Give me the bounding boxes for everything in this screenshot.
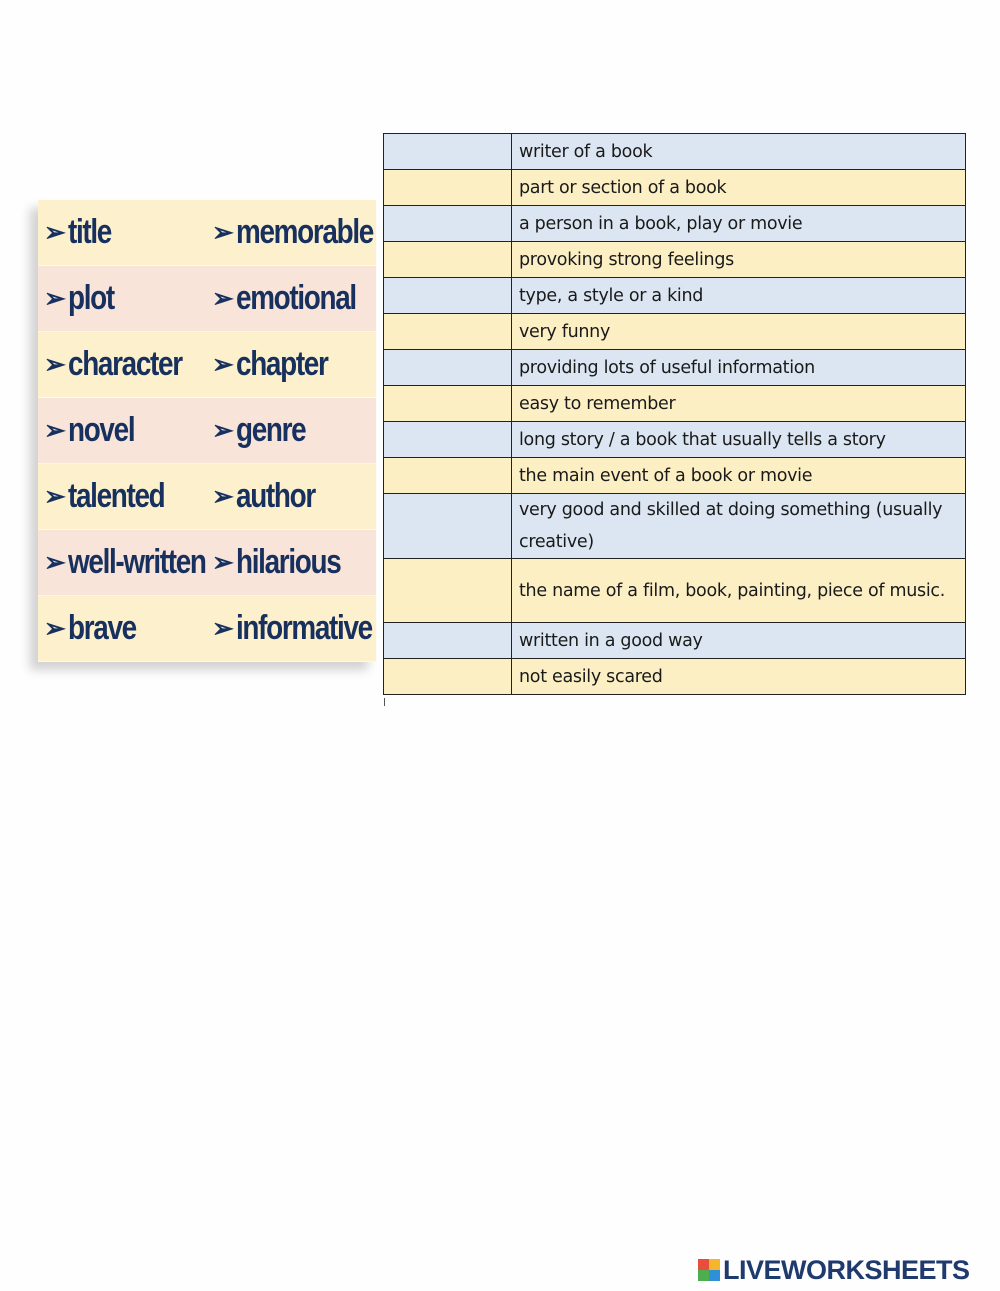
arrow-icon: ➢ — [212, 349, 233, 379]
word-bank-item — [206, 398, 376, 464]
arrow-icon: ➢ — [44, 349, 65, 379]
arrow-icon: ➢ — [212, 217, 233, 247]
word-text: plot — [68, 279, 115, 317]
arrow-icon: ➢ — [212, 613, 233, 643]
answer-cell[interactable] — [384, 170, 512, 206]
arrow-icon: ➢ — [44, 217, 65, 247]
definition-text: written in a good way — [512, 623, 966, 659]
answer-cell[interactable] — [384, 242, 512, 278]
definition-text: provoking strong feelings — [512, 242, 966, 278]
definition-text: very funny — [512, 314, 966, 350]
word-text: emotional — [236, 279, 357, 317]
word-text: memorable — [236, 213, 374, 251]
definition-text: writer of a book — [512, 134, 966, 170]
answer-cell[interactable] — [384, 422, 512, 458]
table-row — [384, 623, 966, 659]
word-bank-item — [38, 464, 206, 530]
arrow-icon: ➢ — [212, 547, 233, 577]
arrow-icon: ➢ — [44, 283, 65, 313]
word-text: chapter — [236, 345, 328, 383]
word-text: informative — [236, 609, 373, 647]
definition-text: the name of a film, book, painting, piece of music. — [512, 559, 966, 623]
table-row — [384, 206, 966, 242]
table-row — [384, 314, 966, 350]
word-text: hilarious — [236, 543, 341, 581]
arrow-icon: ➢ — [44, 415, 65, 445]
answer-cell[interactable] — [384, 134, 512, 170]
answer-cell[interactable] — [384, 623, 512, 659]
definition-text: the main event of a book or movie — [512, 458, 966, 494]
arrow-icon: ➢ — [44, 481, 65, 511]
table-row — [384, 134, 966, 170]
word-bank — [38, 200, 376, 662]
word-bank-item — [206, 464, 376, 530]
definition-text: a person in a book, play or movie — [512, 206, 966, 242]
definition-text: long story / a book that usually tells a story — [512, 422, 966, 458]
logo-text: LIVEWORKSHEETS — [723, 1254, 970, 1285]
table-row — [384, 422, 966, 458]
table-edge-mark — [384, 698, 385, 706]
arrow-icon: ➢ — [212, 415, 233, 445]
word-text: genre — [236, 411, 306, 449]
word-text: title — [68, 213, 112, 251]
arrow-icon: ➢ — [212, 481, 233, 511]
answer-cell[interactable] — [384, 278, 512, 314]
logo-icon — [698, 1259, 720, 1281]
definition-text: providing lots of useful information — [512, 350, 966, 386]
word-bank-item — [38, 530, 206, 596]
table-row — [384, 170, 966, 206]
definition-text: part or section of a book — [512, 170, 966, 206]
table-row — [384, 278, 966, 314]
answer-cell[interactable] — [384, 458, 512, 494]
table-row — [384, 242, 966, 278]
table-row — [384, 350, 966, 386]
word-text: well-written — [68, 543, 206, 581]
definition-text: very good and skilled at doing something (usually creative) — [512, 494, 966, 559]
definition-text: type, a style or a kind — [512, 278, 966, 314]
word-text: novel — [68, 411, 135, 449]
arrow-icon: ➢ — [44, 613, 65, 643]
word-bank-item — [206, 332, 376, 398]
table-row — [384, 559, 966, 623]
definition-text: easy to remember — [512, 386, 966, 422]
word-bank-item — [38, 266, 206, 332]
answer-cell[interactable] — [384, 206, 512, 242]
answer-cell[interactable] — [384, 314, 512, 350]
word-bank-item — [206, 596, 376, 662]
answer-cell[interactable] — [384, 559, 512, 623]
word-bank-item — [38, 200, 206, 266]
definition-text: not easily scared — [512, 659, 966, 695]
word-text: talented — [68, 477, 165, 515]
definitions-table — [383, 133, 966, 695]
word-bank-item — [38, 596, 206, 662]
answer-cell[interactable] — [384, 494, 512, 559]
answer-cell[interactable] — [384, 386, 512, 422]
arrow-icon: ➢ — [212, 283, 233, 313]
word-bank-item — [206, 530, 376, 596]
word-text: author — [236, 477, 316, 515]
word-bank-item — [38, 398, 206, 464]
answer-cell[interactable] — [384, 350, 512, 386]
answer-cell[interactable] — [384, 659, 512, 695]
word-bank-item — [206, 200, 376, 266]
table-row — [384, 386, 966, 422]
table-row — [384, 494, 966, 559]
word-text: brave — [68, 609, 137, 647]
word-bank-item — [38, 332, 206, 398]
word-bank-item — [206, 266, 376, 332]
liveworksheets-logo — [698, 1255, 970, 1285]
table-row — [384, 458, 966, 494]
table-row — [384, 659, 966, 695]
word-text: character — [68, 345, 182, 383]
arrow-icon: ➢ — [44, 547, 65, 577]
